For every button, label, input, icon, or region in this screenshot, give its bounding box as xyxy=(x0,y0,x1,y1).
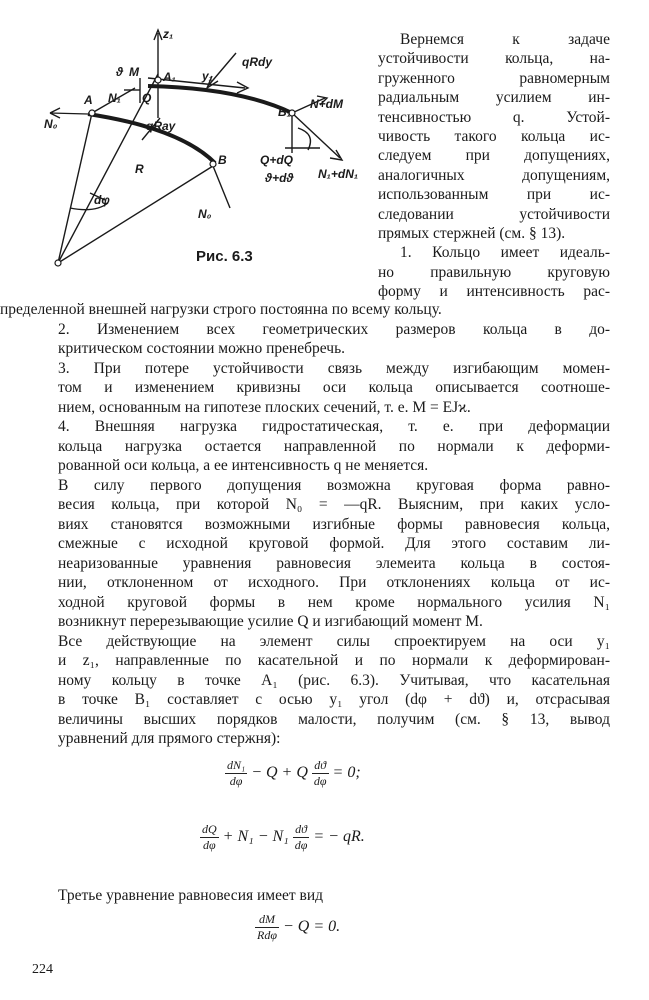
text-line: том и изменением кривизны оси кольца описывается соотноше- xyxy=(58,379,610,396)
text-line: 3. При потере устойчивости связь между изгибающим момен- xyxy=(58,359,610,377)
text-line: смежные с исходной круговой формой. Для этого составим ли- xyxy=(58,535,610,552)
eq1-fraction-2: $\frac{dϑ}{d\varphi}$ xyxy=(313,758,327,788)
right-column-line: радиальным усилием ин- xyxy=(378,89,610,107)
text-line: возникнут перерезывающие усилие Q и изгибающий момент M. xyxy=(58,613,483,630)
eq1-fraction-1: $\frac{\text{dN₁}}{d\varphi}$ xyxy=(227,758,246,788)
text-line: ному кольцу в точке A₁ (рис. 6.3). Учитывая, что касательная xyxy=(58,671,610,689)
page-number: 224 xyxy=(32,962,53,977)
text-line: критическом состоянии можно пренебречь. xyxy=(58,340,346,357)
right-column-line: Вернемся к задаче xyxy=(400,31,610,48)
label-b: B xyxy=(218,153,227,167)
equation-1: $\frac{\text{dN₁}}{d\varphi}$ − Q + Q $\frac{dϑ}{d\varphi}$ = 0; xyxy=(227,758,361,788)
text-line: весия кольца, при которой N₀ = —qR. Выясним, при каких усло- xyxy=(58,496,610,513)
point-a xyxy=(89,110,95,116)
right-column-line: форму и интенсивность рас- xyxy=(378,283,610,301)
ring-center xyxy=(55,260,61,266)
right-column-line: тенсивностью q. Устой- xyxy=(378,108,610,126)
right-column-line: прямых стержней (см. § 13). xyxy=(378,225,566,243)
label-a: A xyxy=(84,93,93,107)
text-line: рованной оси кольца, а ее интенсивность q не меняется. xyxy=(58,457,429,474)
right-column-line: использованным при ис- xyxy=(378,186,610,204)
eq3-fraction: $\frac{dM}{\text{Rdφ}}$ xyxy=(257,912,277,942)
right-column-line: 1. Кольцо имеет идеаль- xyxy=(400,244,610,262)
ring-arc xyxy=(148,86,292,113)
right-column-line: устойчивости кольца, на- xyxy=(378,50,610,68)
label-q-dq: Q+dQ xyxy=(260,153,294,167)
right-column-line: груженного равномерным xyxy=(378,69,610,87)
right-column-line: но правильную круговую xyxy=(378,263,610,281)
label-r: R xyxy=(135,162,144,176)
paragraph xyxy=(0,300,610,320)
paragraph xyxy=(58,417,610,476)
text-line: в точке B₁ составляет с осью y₁ угол (dφ + dϑ) и, отсрасывая xyxy=(58,691,610,708)
text-line: величины высших порядков малости, получим (см. § 13, вывод xyxy=(58,710,610,728)
paragraph xyxy=(58,359,610,418)
label-theta: ϑ xyxy=(116,65,124,79)
eq2-fraction-2: $\frac{dϑ}{d\varphi}$ xyxy=(294,822,308,852)
label-qrdy: qRdy xyxy=(242,55,272,69)
equation-2: $\frac{dQ}{d\varphi}$ + N₁ − N₁ $\frac{dϑ}{d\varphi}$ = − qR. xyxy=(202,822,365,852)
ring-element-figure xyxy=(30,18,375,278)
paragraph xyxy=(58,320,610,359)
body-text xyxy=(0,300,610,749)
label-dphi: dφ xyxy=(94,193,110,207)
paragraph xyxy=(58,476,610,632)
text-line: кольца нагрузка остается направленной по нормали к деформи- xyxy=(58,437,610,455)
label-n-bottom: N₀ xyxy=(198,207,212,221)
label-m: M xyxy=(129,65,139,79)
label-n0: N₀ xyxy=(44,117,58,131)
right-column-text xyxy=(378,30,610,302)
text-line: ходной круговой формы в нем кроме нормального усилия N₁ xyxy=(58,593,610,611)
text-line: виях становятся возможными изгибные формы равновесия кольца, xyxy=(58,515,610,533)
label-b1: B₁ xyxy=(278,105,291,119)
text-line: уравнений для прямого стержня): xyxy=(58,730,281,747)
text-line: пределенной внешней нагрузки строго постоянна по всему кольцу. xyxy=(0,301,442,318)
label-q: Q xyxy=(142,91,152,105)
text-line: нием, основанным на гипотезе плоских сечений, т. е. M = EJϰ. xyxy=(58,398,471,416)
label-qray: qRay xyxy=(146,119,176,133)
label-theta-dtheta: ϑ+dϑ xyxy=(265,171,294,185)
right-column-line: следуем при допущениях, xyxy=(378,147,610,165)
label-n-dm: N+dM xyxy=(310,97,343,111)
paragraph xyxy=(58,632,610,749)
text-line: 4. Внешняя нагрузка гидростатическая, т. е. при деформации xyxy=(58,418,610,435)
text-line: Все действующие на элемент силы спроектируем на оси y₁ xyxy=(58,632,610,650)
right-column-line: следовании устойчивости xyxy=(378,205,610,223)
point-b xyxy=(210,161,216,167)
label-y1: y₁ xyxy=(202,69,213,83)
eq2-fraction-1: $\frac{dQ}{d\varphi}$ xyxy=(202,822,217,852)
point-a1 xyxy=(155,77,161,83)
right-column-line: аналогичных допущениям, xyxy=(378,166,610,184)
label-n1: N₁ xyxy=(108,91,121,105)
figure-caption: Рис. 6.3 xyxy=(196,248,253,265)
right-column-line: чивость такого кольца ис- xyxy=(378,128,610,146)
label-a1: A₁ xyxy=(163,70,176,84)
text-line: 2. Изменением всех геометрических размеров кольца в до- xyxy=(58,320,610,338)
label-n1-dn1: N₁+dN₁ xyxy=(318,167,359,181)
text-line: и z₁, направленные по касательной и по нормали к деформирован- xyxy=(58,652,610,669)
equation-3-intro: Третье уравнение равновесия имеет вид xyxy=(58,887,323,904)
equation-3: $\frac{dM}{\text{Rdφ}}$ − Q = 0. xyxy=(257,912,341,942)
text-line: неаризованные уравнения равновесия элемеита кольца в состоя- xyxy=(58,554,610,572)
label-z1: z₁ xyxy=(163,27,174,41)
text-line: нии, отклоненном от исходного. При отклонениях кольца от ис- xyxy=(58,574,610,591)
text-line: В силу первого допущения возможна круговая форма равно- xyxy=(58,476,610,494)
